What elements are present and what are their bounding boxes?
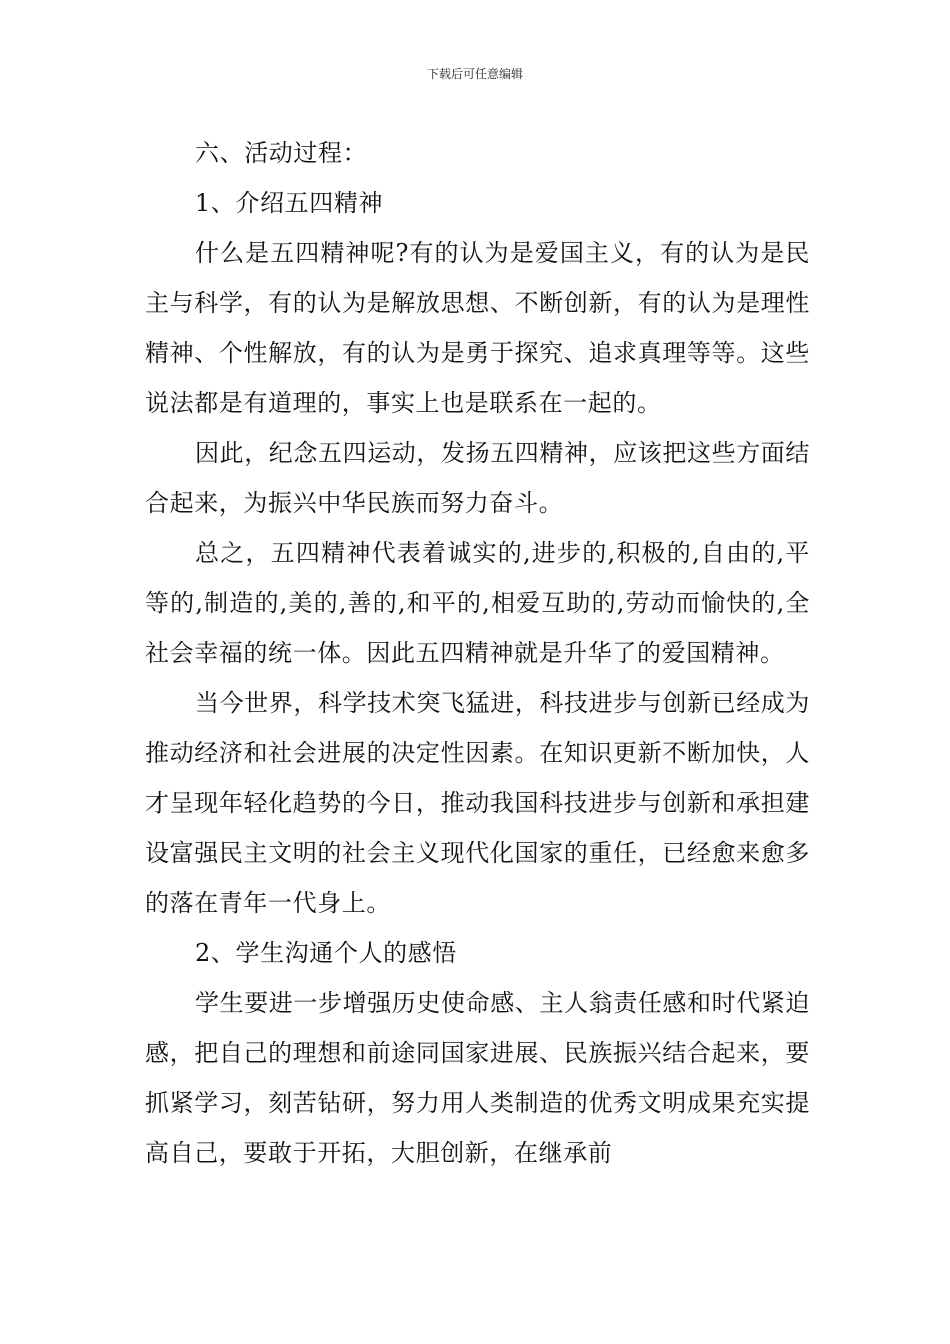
section-heading: 六、活动过程：	[195, 139, 368, 167]
body-paragraph: 当今世界，科学技术突飞猛进，科技进步与创新已经成为推动经济和社会进展的决定性因素。在知识更新不断加快，人才呈现年轻化趋势的今日，推动我国科技进步与创新和承担建设富强民主文明的社会主义现代化国家的重任，已经愈来愈多的落在青年一代身上。	[145, 689, 810, 917]
subsection-heading: 2、学生沟通个人的感悟	[195, 939, 457, 967]
body-paragraph: 总之，五四精神代表着诚实的,进步的,积极的,自由的,平等的,制造的,美的,善的,和平的,相爱互助的,劳动而愉快的,全社会幸福的统一体。因此五四精神就是升华了的爱国精神。	[145, 539, 810, 667]
body-paragraph: 什么是五四精神呢?有的认为是爱国主义，有的认为是民主与科学，有的认为是解放思想、不断创新，有的认为是理性精神、个性解放，有的认为是勇于探究、追求真理等等。这些说法都是有道理的，事实上也是联系在一起的。	[145, 239, 810, 417]
body-paragraph: 因此，纪念五四运动，发扬五四精神，应该把这些方面结合起来，为振兴中华民族而努力奋斗。	[145, 439, 810, 517]
document-body	[145, 128, 810, 1178]
body-paragraph: 学生要进一步增强历史使命感、主人翁责任感和时代紧迫感，把自己的理想和前途同国家进展、民族振兴结合起来，要抓紧学习，刻苦钻研，努力用人类制造的优秀文明成果充实提高自己，要敢于开拓，大胆创新，在继承前	[145, 989, 810, 1167]
page-header: 下载后可任意编辑	[426, 67, 523, 81]
subsection-heading: 1、介绍五四精神	[195, 189, 384, 217]
